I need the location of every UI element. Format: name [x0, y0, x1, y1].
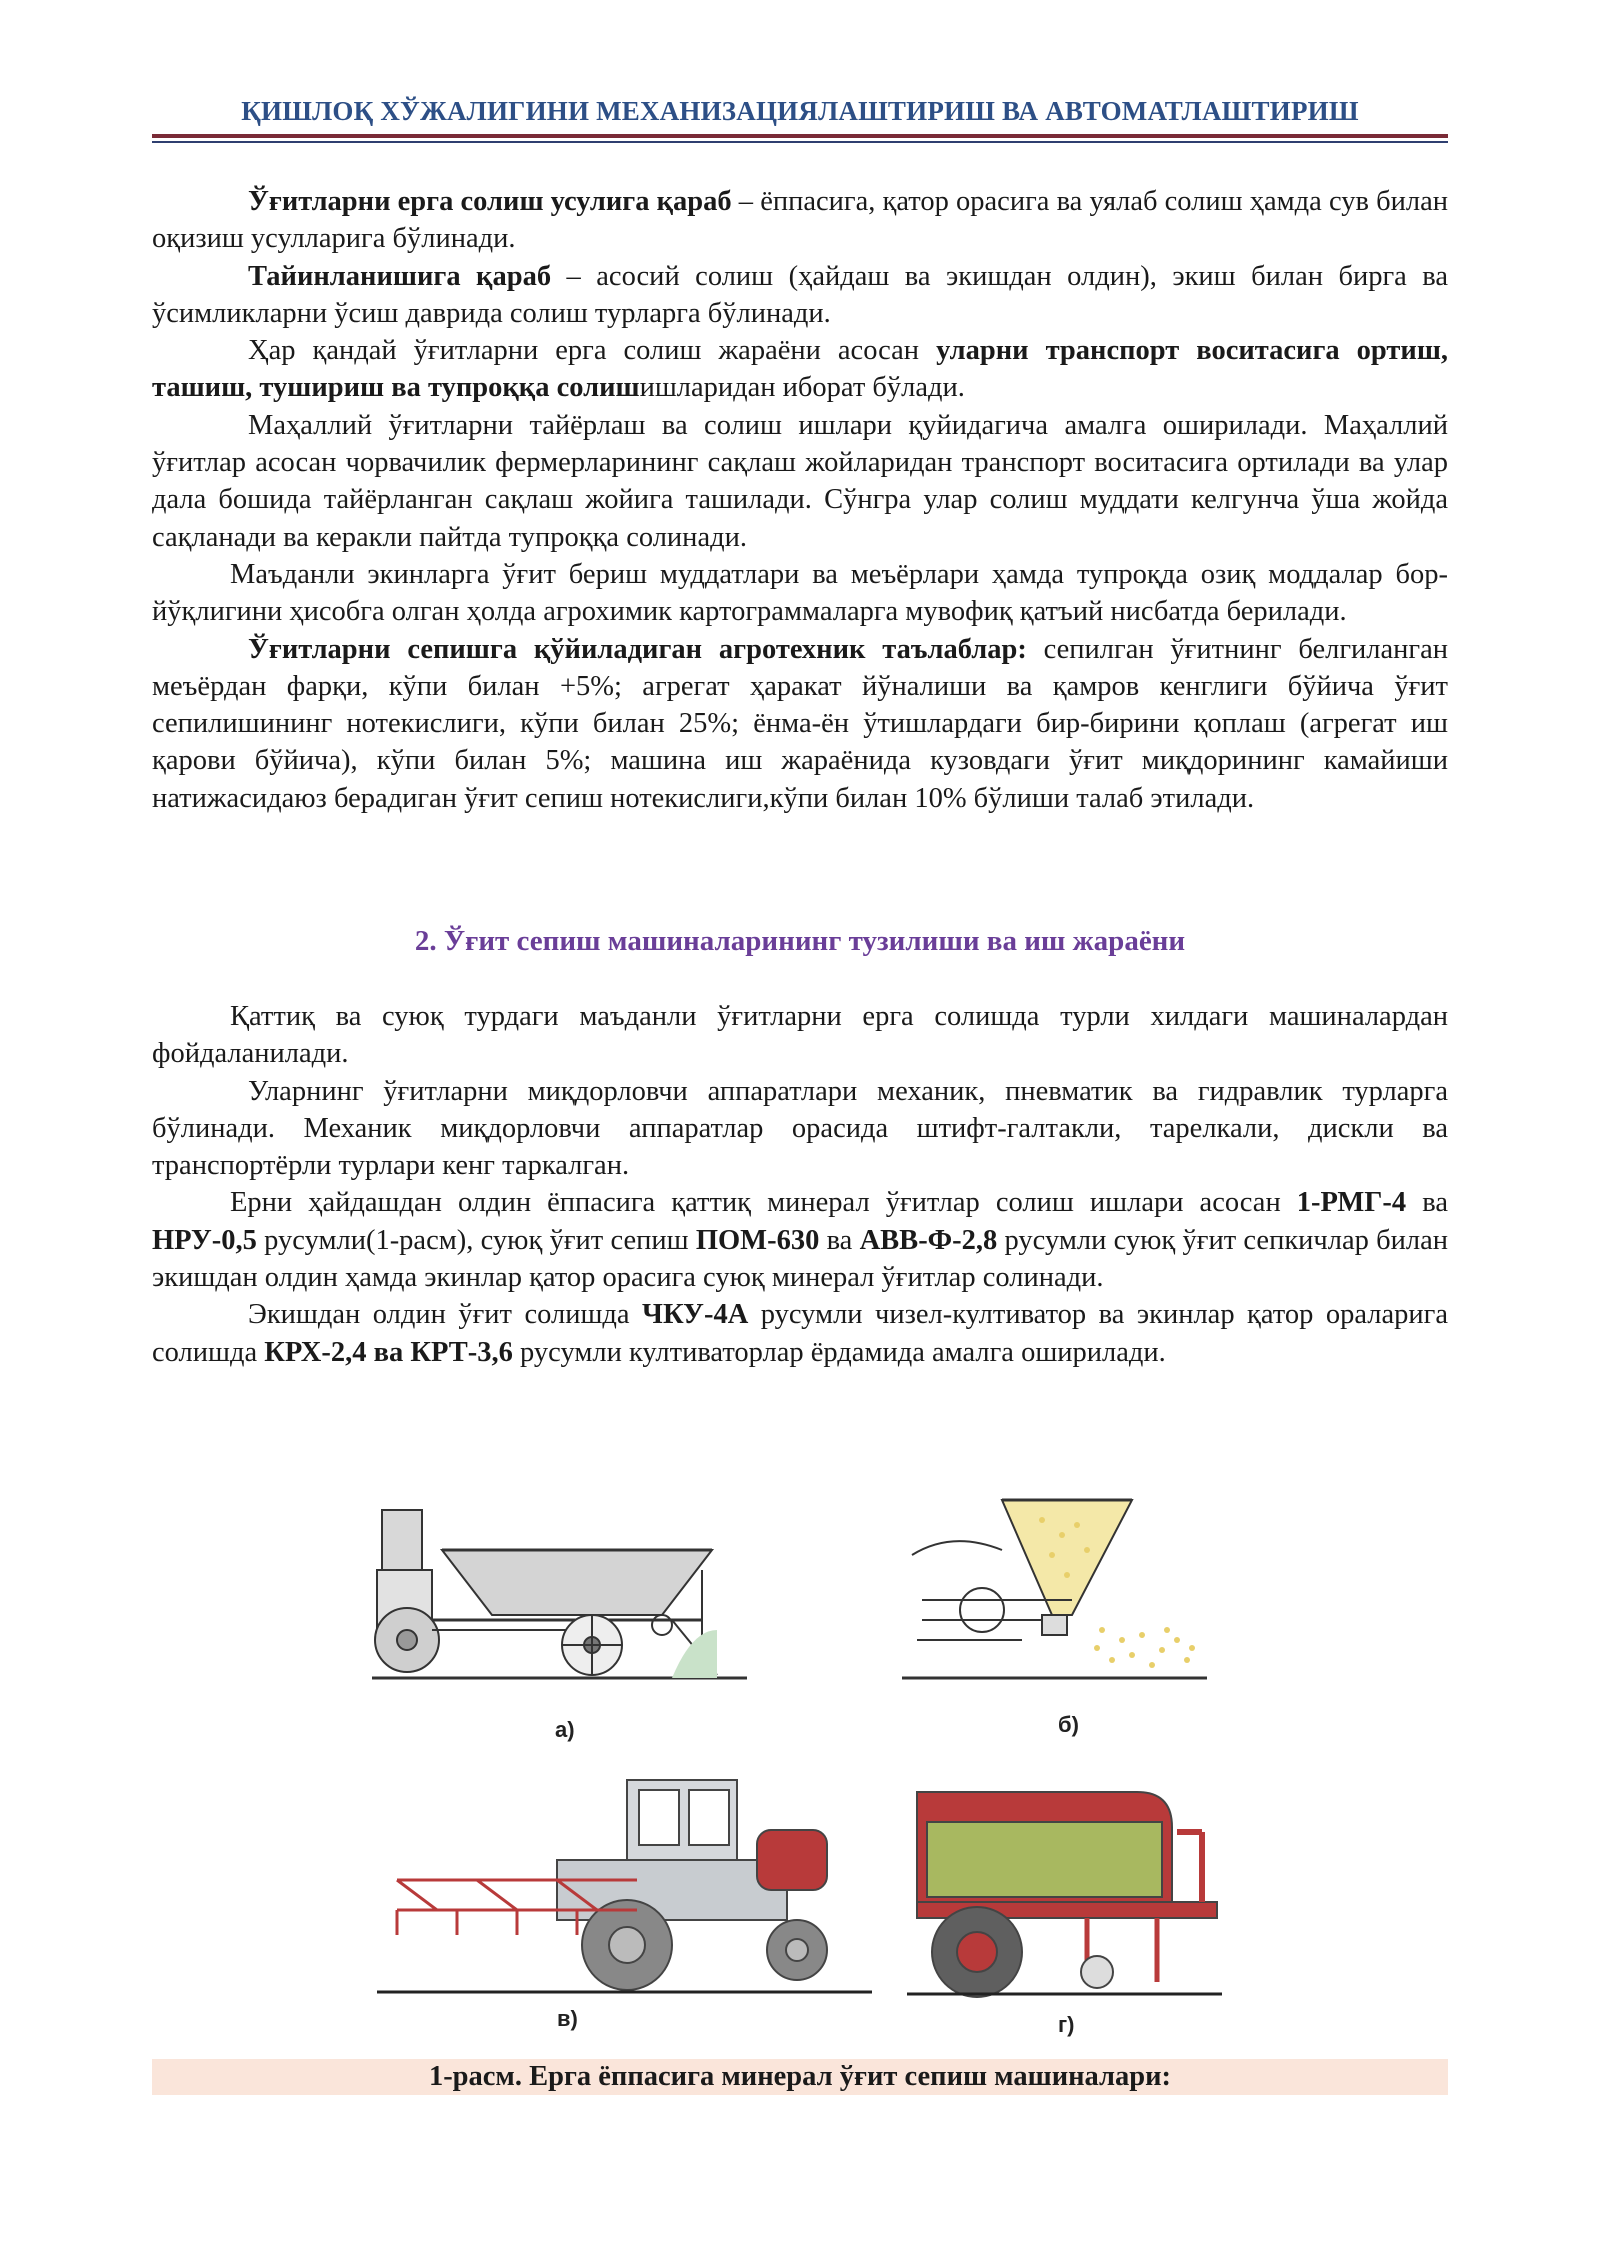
paragraph-text: ва	[1406, 1187, 1448, 1219]
paragraph-text: русумли(1-расм), суюқ ўғит сепиш	[256, 1224, 696, 1256]
text-block-1	[152, 183, 1448, 817]
figure-b-label: б)	[1058, 1712, 1079, 1737]
section-heading: 2. Ўғит сепиш машиналарининг тузилиши ва иш жараёни	[414, 925, 1186, 957]
bold-phrase: Ўғитларни ерга солиш усулига қараб	[248, 186, 732, 217]
bold-phrase: КРХ-2,4 ва КРТ-3,6	[264, 1336, 513, 1368]
bold-phrase: Тайинланишига қараб	[248, 260, 552, 292]
figure-c-sprayer-illustration	[377, 1770, 877, 2010]
paragraph	[152, 998, 1448, 1073]
text-block-2	[152, 998, 1448, 1371]
paragraph-text: Ерни ҳайдашдан олдин ёппасига қаттиқ минерал ўғитлар солиш ишлари асосан	[230, 1187, 1297, 1219]
page-header-title: ҚИШЛОҚ ХЎЖАЛИГИНИ МЕХАНИЗАЦИЯЛАШТИРИШ ВА АВТОМАТЛАШТИРИШ	[241, 96, 1359, 126]
bold-phrase: АВВ-Ф-2,8	[859, 1224, 998, 1256]
bold-phrase: Ўғитларни сепишга қўйиладиган агротехник таълаблар:	[248, 633, 1027, 665]
paragraph-text: Ҳар қандай ўғитларни ерга солиш жараёни асосан	[248, 335, 937, 367]
bold-phrase: уларни транспорт воситасига ортиш, ташиш, тушириш ва тупроққа солиш	[152, 335, 1449, 404]
bold-phrase: НРУ-0,5	[152, 1224, 257, 1256]
paragraph-text: Экишдан олдин ўғит солишда	[248, 1299, 643, 1331]
figure-a-label: а)	[555, 1717, 575, 1742]
figure-d-label: г)	[1058, 2012, 1075, 2037]
paragraph-text: ишларидан иборат бўлади.	[639, 372, 965, 404]
bold-phrase: ПОМ-630	[695, 1224, 820, 1256]
figure-caption: 1-расм. Ерга ёппасига минерал ўғит сепиш машиналари:	[152, 2059, 1448, 2095]
paragraph	[152, 1184, 1448, 1296]
paragraph-text: ва	[819, 1224, 860, 1256]
paragraph	[152, 631, 1448, 817]
paragraph	[152, 1073, 1448, 1185]
paragraph-text: русумли култиваторлар ёрдамида амалга оширилади.	[512, 1336, 1166, 1368]
paragraph-text: сепилган ўғитнинг белгиланган меъёрдан фарқи, кўпи билан +5%; агрегат ҳаракат йўналиши ва қамров кенглиги бўйича ўғит сепилишининг нотекислиги, кўпи билан 25%; ёнма-ён ўтишлардаги бир-бирини қоплаш (агрегат иш қарови бўйича), кўпи билан 5%; машина иш жараёнида кузовдаги ўғит миқдорининг камайиши натижасидаюз берадиган ўғит сепиш нотекислиги,кўпи билан 10% бўлиши талаб этилади.	[152, 633, 1448, 814]
header-rule-top	[152, 134, 1448, 138]
bold-phrase: ЧКУ-4А	[642, 1299, 749, 1331]
figure-a-spreader-illustration	[372, 1480, 752, 1710]
figure-c-label: в)	[557, 2006, 578, 2031]
paragraph	[152, 332, 1448, 407]
paragraph-text: Уларнинг ўғитларни миқдорловчи аппаратлари механик, пневматик ва гидравлик турларга бўлинади. Механик миқдорловчи аппаратлар орасида штифт-галтакли, тарелкали, дискли ва транспортёрли турлари кенг таркалган.	[152, 1075, 1448, 1182]
paragraph	[152, 1296, 1448, 1371]
header-rule-bottom	[152, 141, 1448, 143]
paragraph	[152, 258, 1448, 333]
paragraph-text: русумли суюқ ўғит сепкичлар билан экишдан олдин ҳамда экинлар қатор орасига суюқ минерал ўғитлар солинади.	[152, 1224, 1449, 1294]
paragraph-text: Маҳаллий ўғитларни тайёрлаш ва солиш ишлари қуйидагича амалга оширилади. Маҳаллий ўғитлар асосан чорвачилик фермерларининг сақлаш жойларидан транспорт воситасига ортилади ва улар дала бошида тайёрланган сақлаш жойига ташилади. Сўнгра улар солиш муддати келгунча ўша жойда сақланади ва керакли пайтда тупроққа солинади.	[152, 409, 1448, 553]
paragraph-text: русумли чизел-култиватор ва экинлар қатор ораларига солишда	[152, 1299, 1448, 1368]
figure-b-spreader-illustration	[902, 1480, 1212, 1710]
figure-d-tank-illustration	[907, 1772, 1227, 2012]
paragraph	[152, 183, 1448, 258]
paragraph-text: Қаттиқ ва суюқ турдаги маъданли ўғитларни ерга солишда турли хилдаги машиналардан фойдаланилади.	[152, 1001, 1448, 1070]
paragraph	[152, 407, 1448, 556]
paragraph-text: – асосий солиш (ҳайдаш ва экишдан олдин), экиш билан бирга ва ўсимликларни ўсиш даврида солиш турларга бўлинади.	[152, 260, 1449, 329]
paragraph-text: Маъданли экинларга ўғит бериш муддатлари ва меъёрлари ҳамда тупроқда озиқ моддалар бор-йўқлигини ҳисобга олган ҳолда агрохимик картограммаларга мувофиқ қатъий нисбатда берилади.	[152, 558, 1448, 628]
figure-machines	[152, 1480, 1448, 2060]
bold-phrase: 1-РМГ-4	[1296, 1187, 1407, 1219]
paragraph	[152, 556, 1448, 631]
paragraph-text: – ёппасига, қатор орасига ва уялаб солиш ҳамда сув билан оқизиш усулларига бўлинади.	[152, 186, 1448, 255]
